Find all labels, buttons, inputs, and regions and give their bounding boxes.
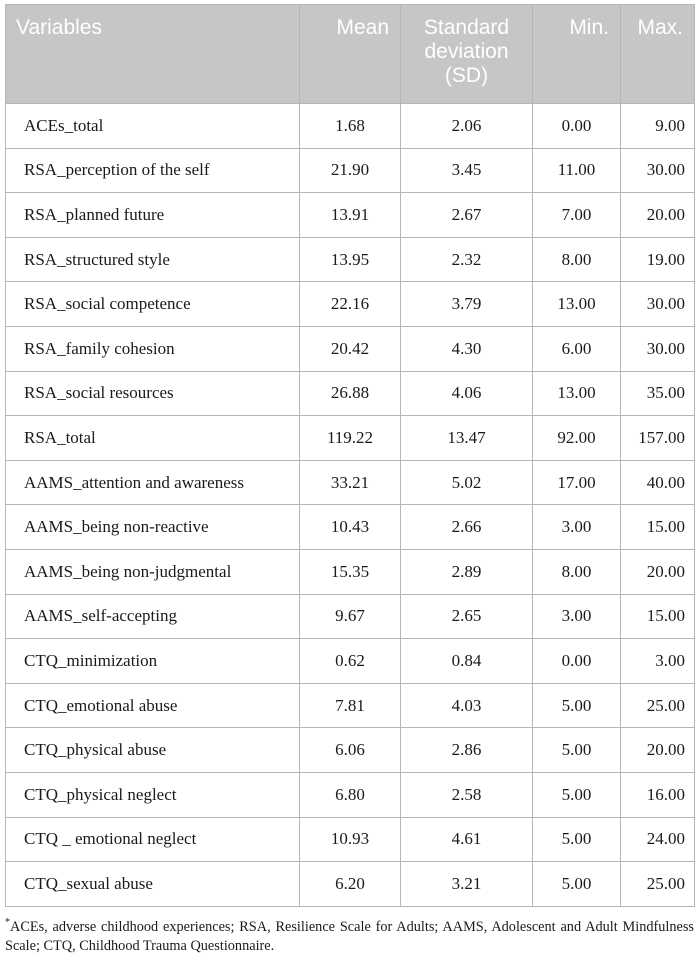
table-row xyxy=(6,505,695,550)
cell-sd: 2.67 xyxy=(401,193,533,238)
cell-min: 8.00 xyxy=(533,237,621,282)
cell-sd: 4.06 xyxy=(401,371,533,416)
cell-variable: CTQ _ emotional neglect xyxy=(6,817,300,862)
cell-sd: 3.21 xyxy=(401,862,533,907)
cell-variable: AAMS_attention and awareness xyxy=(6,460,300,505)
cell-min: 5.00 xyxy=(533,772,621,817)
cell-variable: CTQ_emotional abuse xyxy=(6,683,300,728)
cell-variable: AAMS_self-accepting xyxy=(6,594,300,639)
cell-min: 0.00 xyxy=(533,639,621,684)
cell-variable: CTQ_sexual abuse xyxy=(6,862,300,907)
cell-mean: 20.42 xyxy=(300,326,401,371)
cell-variable: CTQ_minimization xyxy=(6,639,300,684)
cell-variable: RSA_perception of the self xyxy=(6,148,300,193)
cell-variable: ACEs_total xyxy=(6,104,300,149)
cell-min: 6.00 xyxy=(533,326,621,371)
cell-variable: AAMS_being non-judgmental xyxy=(6,549,300,594)
cell-mean: 1.68 xyxy=(300,104,401,149)
cell-sd: 0.84 xyxy=(401,639,533,684)
cell-min: 8.00 xyxy=(533,549,621,594)
cell-min: 0.00 xyxy=(533,104,621,149)
cell-mean: 7.81 xyxy=(300,683,401,728)
cell-sd: 4.30 xyxy=(401,326,533,371)
cell-min: 5.00 xyxy=(533,817,621,862)
descriptive-statistics-table xyxy=(5,4,695,907)
cell-sd: 2.32 xyxy=(401,237,533,282)
header-standard-deviation xyxy=(401,5,533,104)
table-row xyxy=(6,862,695,907)
cell-max: 16.00 xyxy=(621,772,695,817)
cell-max: 19.00 xyxy=(621,237,695,282)
cell-mean: 13.95 xyxy=(300,237,401,282)
cell-sd: 2.06 xyxy=(401,104,533,149)
cell-mean: 22.16 xyxy=(300,282,401,327)
cell-max: 157.00 xyxy=(621,416,695,461)
cell-max: 15.00 xyxy=(621,505,695,550)
cell-variable: RSA_total xyxy=(6,416,300,461)
cell-variable: CTQ_physical abuse xyxy=(6,728,300,773)
cell-mean: 21.90 xyxy=(300,148,401,193)
cell-max: 30.00 xyxy=(621,282,695,327)
table-footnote xyxy=(5,918,694,956)
cell-variable: RSA_structured style xyxy=(6,237,300,282)
table-row xyxy=(6,549,695,594)
cell-sd: 2.65 xyxy=(401,594,533,639)
table-row xyxy=(6,193,695,238)
table-row xyxy=(6,639,695,684)
table-row xyxy=(6,594,695,639)
header-sd-line-2: deviation xyxy=(424,40,509,63)
cell-mean: 0.62 xyxy=(300,639,401,684)
cell-variable: RSA_family cohesion xyxy=(6,326,300,371)
cell-sd: 5.02 xyxy=(401,460,533,505)
cell-max: 20.00 xyxy=(621,728,695,773)
cell-min: 3.00 xyxy=(533,594,621,639)
table-row xyxy=(6,728,695,773)
cell-max: 20.00 xyxy=(621,193,695,238)
cell-mean: 119.22 xyxy=(300,416,401,461)
cell-sd: 2.89 xyxy=(401,549,533,594)
cell-mean: 26.88 xyxy=(300,371,401,416)
cell-sd: 2.86 xyxy=(401,728,533,773)
table-row xyxy=(6,237,695,282)
cell-min: 5.00 xyxy=(533,728,621,773)
table-header xyxy=(6,5,695,104)
table-row xyxy=(6,371,695,416)
cell-min: 17.00 xyxy=(533,460,621,505)
cell-min: 92.00 xyxy=(533,416,621,461)
cell-min: 7.00 xyxy=(533,193,621,238)
cell-sd: 3.79 xyxy=(401,282,533,327)
cell-mean: 10.93 xyxy=(300,817,401,862)
cell-mean: 13.91 xyxy=(300,193,401,238)
table-row xyxy=(6,817,695,862)
cell-max: 35.00 xyxy=(621,371,695,416)
table-row xyxy=(6,683,695,728)
table-row xyxy=(6,460,695,505)
cell-mean: 33.21 xyxy=(300,460,401,505)
cell-min: 11.00 xyxy=(533,148,621,193)
cell-mean: 6.06 xyxy=(300,728,401,773)
cell-variable: RSA_social competence xyxy=(6,282,300,327)
cell-variable: AAMS_being non-reactive xyxy=(6,505,300,550)
cell-max: 9.00 xyxy=(621,104,695,149)
table-row xyxy=(6,326,695,371)
cell-mean: 6.80 xyxy=(300,772,401,817)
cell-min: 3.00 xyxy=(533,505,621,550)
cell-sd: 4.03 xyxy=(401,683,533,728)
cell-mean: 15.35 xyxy=(300,549,401,594)
header-sd-line-1: Standard xyxy=(423,16,510,39)
header-mean: Mean xyxy=(300,5,401,104)
cell-mean: 10.43 xyxy=(300,505,401,550)
table-row xyxy=(6,282,695,327)
table-body xyxy=(6,104,695,907)
cell-variable: CTQ_physical neglect xyxy=(6,772,300,817)
header-min: Min. xyxy=(533,5,621,104)
table-row xyxy=(6,148,695,193)
table-row xyxy=(6,416,695,461)
cell-max: 15.00 xyxy=(621,594,695,639)
cell-variable: RSA_planned future xyxy=(6,193,300,238)
cell-max: 24.00 xyxy=(621,817,695,862)
table-row xyxy=(6,104,695,149)
footnote-marker: * xyxy=(5,917,10,929)
cell-mean: 9.67 xyxy=(300,594,401,639)
cell-max: 40.00 xyxy=(621,460,695,505)
cell-min: 5.00 xyxy=(533,862,621,907)
cell-sd: 3.45 xyxy=(401,148,533,193)
cell-variable: RSA_social resources xyxy=(6,371,300,416)
table-row xyxy=(6,772,695,817)
cell-max: 30.00 xyxy=(621,148,695,193)
cell-sd: 2.58 xyxy=(401,772,533,817)
cell-max: 30.00 xyxy=(621,326,695,371)
cell-min: 13.00 xyxy=(533,371,621,416)
cell-sd: 2.66 xyxy=(401,505,533,550)
cell-mean: 6.20 xyxy=(300,862,401,907)
header-sd-line-3: (SD) xyxy=(444,64,489,87)
cell-max: 3.00 xyxy=(621,639,695,684)
cell-min: 13.00 xyxy=(533,282,621,327)
header-row xyxy=(6,5,695,104)
cell-max: 25.00 xyxy=(621,862,695,907)
cell-min: 5.00 xyxy=(533,683,621,728)
cell-max: 25.00 xyxy=(621,683,695,728)
cell-sd: 4.61 xyxy=(401,817,533,862)
header-variables: Variables xyxy=(6,5,300,104)
footnote-text: ACEs, adverse childhood experiences; RSA, Resilience Scale for Adults; AAMS, Adolescent and Adult Mindfulness Scale; CTQ, Childhood Trauma Questionnaire. xyxy=(5,919,694,954)
cell-sd: 13.47 xyxy=(401,416,533,461)
cell-max: 20.00 xyxy=(621,549,695,594)
header-max: Max. xyxy=(621,5,695,104)
